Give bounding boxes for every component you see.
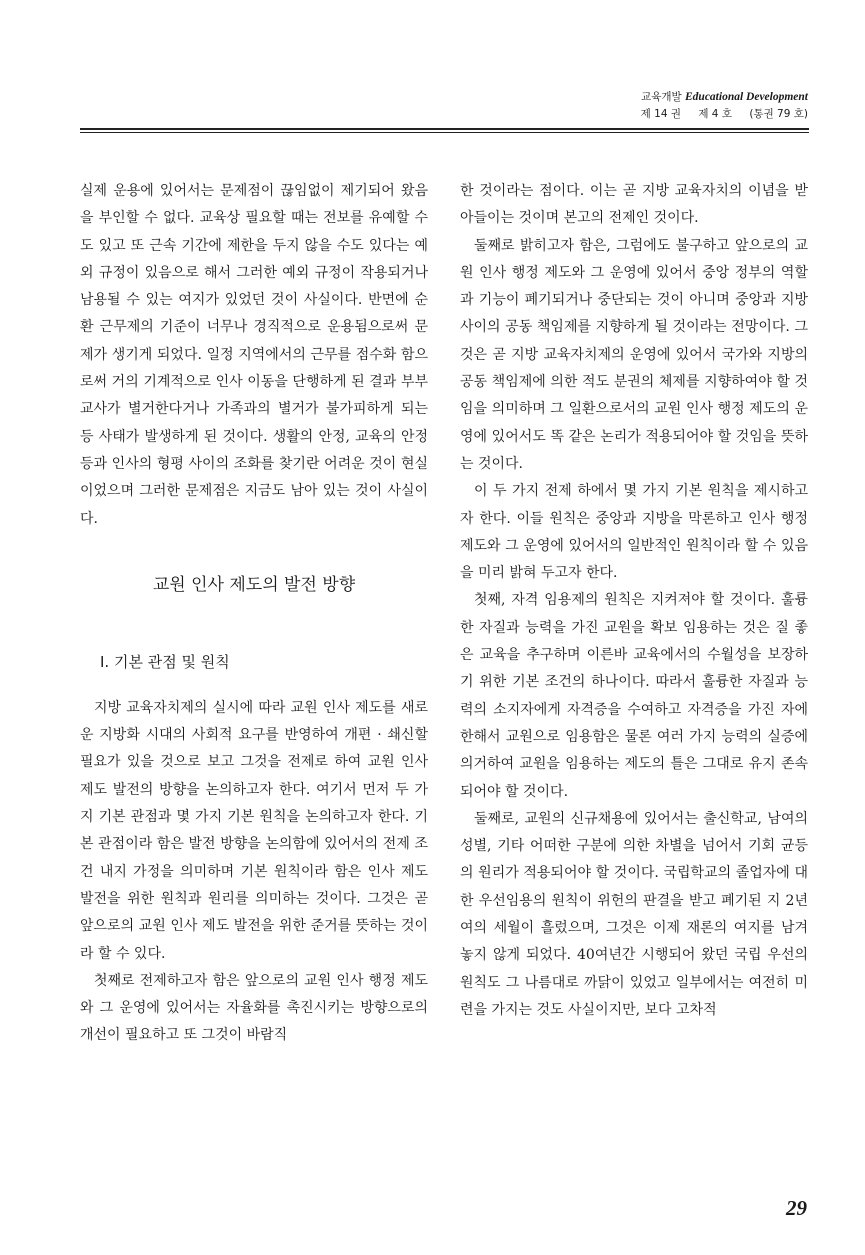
- journal-title-en: Educational Development: [685, 91, 808, 103]
- body-paragraph: 지방 교육자치제의 실시에 따라 교원 인사 제도를 새로운 지방화 시대의 사회적 요구를 반영하여 개편 · 쇄신할 필요가 있을 것으로 보고 그것을 전제로 하여 교원 인사 제도 발전의 방향을 논의하고자 한다. 여기서 먼저 두 가지 기본 관점과 몇 가지 기본 원칙을 논의하고자 한다. 기본 관점이라 함은 발전 방향을 논의함에 있어서의 전제 조건 내지 가정을 의미하며 기본 원칙이라 함은 인사 제도 발전을 위한 원칙과 원리를 의미하는 것이다. 그것은 곧 앞으로의 교원 인사 제도 발전을 위한 준거를 뜻하는 것이라 할 수 있다.: [80, 699, 428, 962]
- journal-title: [548, 89, 808, 106]
- body-paragraph: 이 두 가지 전제 하에서 몇 가지 기본 원칙을 제시하고자 한다. 이들 원칙은 중앙과 지방을 막론하고 인사 행정 제도와 그 운영에 있어서의 일반적인 원칙이라 할 수 있음을 미리 밝혀 두고자 한다.: [460, 483, 808, 582]
- section-title: 교원 인사 제도의 발전 방향: [152, 574, 356, 595]
- left-column: [80, 178, 428, 1050]
- body-paragraph: 둘째로 밝히고자 함은, 그럼에도 불구하고 앞으로의 교원 인사 행정 제도와 그 운영에 있어서 중앙 정부의 역할과 기능이 폐기되거나 중단되는 것이 아니며 중앙과 지방사이의 공동 책임제를 지향하게 될 것이라는 전망이다. 그것은 곧 지방 교육자치제의 운영에 있어서 국가와 지방의 공동 책임제에 의한 적도 분권의 체제를 지향하여야 할 것임을 의미하며 그 일환으로서의 교원 인사 행정 제도의 운영에 있어서도 똑 같은 논리가 적용되어야 할 것임을 뜻하는 것이다.: [460, 237, 808, 472]
- body-paragraph: 둘째로, 교원의 신규채용에 있어서는 출신학교, 남여의 성별, 기타 어떠한 구분에 의한 차별을 넘어서 기회 균등의 원리가 적용되어야 할 것이다. 국립학교의 졸업자에 대한 우선임용의 원칙이 위헌의 판결을 받고 폐기된 지 2년여의 세월이 흘렀으며, 그것은 이제 재론의 여지를 남겨 놓지 않게 되었다. 40여년간 시행되어 왔던 국립 우선의 원칙도 그 나름대로 까닭이 있었고 일부에서는 여전히 미련을 가지는 것도 사실이지만, 보다 고차적: [460, 810, 808, 1018]
- journal-title-ko: 교육개발: [641, 91, 682, 103]
- serial-number: (통권 79 호): [749, 108, 808, 120]
- right-column: [460, 178, 808, 1024]
- running-header: [548, 89, 808, 123]
- body-paragraph: 한 것이라는 점이다. 이는 곧 지방 교육자치의 이념을 받아들이는 것이며 본고의 전제인 것이다.: [460, 183, 808, 227]
- volume-info: [548, 106, 808, 123]
- page-number: 29: [786, 1196, 807, 1220]
- issue: 제 4 호: [698, 108, 732, 120]
- body-paragraph: 첫째, 자격 임용제의 원칙은 지켜져야 할 것이다. 훌륭한 자질과 능력을 가진 교원을 확보 임용하는 것은 질 좋은 교육을 추구하며 이른바 교육에서의 수월성을 보장하기 위한 기본 조건의 하나이다. 따라서 훌륭한 자질과 능력의 소지자에게 자격증을 수여하고 자격증을 가진 자에 한해서 교원으로 임용함은 물론 여러 가지 능력의 실증에 의거하여 교원을 임용하는 제도의 틀은 그대로 유지 존속 되어야 할 것이다.: [460, 592, 808, 800]
- body-paragraph: 첫째로 전제하고자 함은 앞으로의 교원 인사 행정 제도와 그 운영에 있어서는 자율화를 촉진시키는 방향으로의 개선이 필요하고 또 그것이 바람직: [80, 972, 428, 1044]
- volume: 제 14 권: [640, 108, 681, 120]
- body-paragraph: 실제 운용에 있어서는 문제점이 끊임없이 제기되어 왔음을 부인할 수 없다. 교육상 필요할 때는 전보를 유예할 수도 있고 또 근속 기간에 제한을 두지 않을 수도 있다는 예외 규정이 있음으로 해서 그러한 예외 규정이 작용되거나 남용될 수 있는 여지가 있었던 것이 사실이다. 반면에 순환 근무제의 기준이 너무나 경직적으로 운용됨으로써 문제가 생기게 되었다. 일정 지역에서의 근무를 점수화 함으로써 거의 기계적으로 인사 이동을 단행하게 된 결과 부부교사가 별거한다거나 가족과의 별거가 불가피하게 되는 등 사태가 발생하게 된 것이다. 생활의 안정, 교육의 안정 등과 인사의 형평 사이의 조화를 찾기란 어려운 것이 현실이었으며 그러한 문제점은 지금도 남아 있는 것이 사실이다.: [80, 183, 428, 527]
- subsection-title: Ⅰ. 기본 관점 및 원칙: [100, 652, 230, 671]
- header-rule: [80, 128, 809, 133]
